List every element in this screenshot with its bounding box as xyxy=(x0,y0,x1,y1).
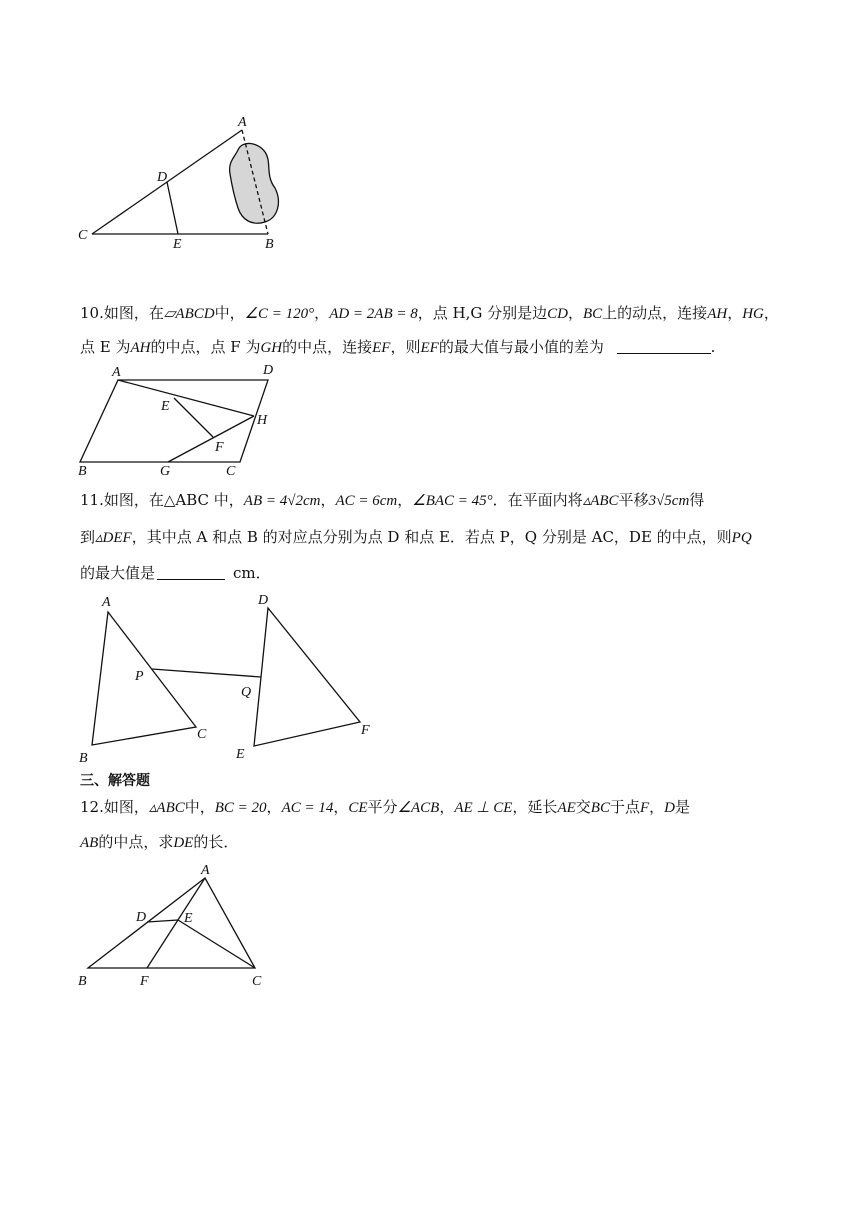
figure-9 xyxy=(70,110,300,255)
label-b: B xyxy=(78,974,87,989)
label-c: C xyxy=(197,727,207,742)
triangle-abc xyxy=(88,878,255,968)
section-header: 三、解答题 xyxy=(80,773,150,789)
parallelogram-abcd xyxy=(80,380,268,462)
label-d: D xyxy=(136,910,147,925)
label-e: E xyxy=(173,237,182,252)
label-a: A xyxy=(238,115,247,130)
segment-af xyxy=(147,878,205,968)
answer-blank xyxy=(157,565,225,580)
figure-10 xyxy=(70,360,290,480)
label-a: A xyxy=(112,365,121,380)
label-g: G xyxy=(160,464,171,479)
label-d: D xyxy=(263,363,274,378)
segment-hg xyxy=(168,416,254,462)
q12-line2: AB的中点，求DE的长． xyxy=(80,833,239,851)
label-c: C xyxy=(226,464,236,479)
label-e: E xyxy=(184,911,193,926)
label-d: D xyxy=(157,170,168,185)
label-b: B xyxy=(78,464,87,479)
label-a: A xyxy=(102,595,111,610)
label-q: Q xyxy=(241,685,252,700)
label-f: F xyxy=(215,440,224,455)
label-c: C xyxy=(252,974,262,989)
q10-line1: 10.如图，在▱ABCD中，∠C = 120°，AD = 2AB = 8，点 H,G 分别是边CD，BC上的动点，连接AH，HG， xyxy=(80,304,779,322)
segment-pq xyxy=(152,669,261,677)
label-f: F xyxy=(140,974,149,989)
label-a: A xyxy=(201,863,210,878)
label-d: D xyxy=(258,593,269,608)
figure-11 xyxy=(70,590,390,770)
figure-12 xyxy=(70,860,280,990)
q12-line1: 12.如图，▵ABC中，BC = 20，AC = 14，CE平分∠ACB，AE ⊥ CE，延长AE交BC于点F，D是 xyxy=(80,798,691,816)
segment-de xyxy=(167,182,178,234)
answer-blank xyxy=(617,339,711,354)
q11-line3: 的最大值是 cm． xyxy=(80,564,271,582)
label-e: E xyxy=(236,747,245,762)
label-p: P xyxy=(135,669,144,684)
label-h: H xyxy=(257,413,268,428)
triangle-def xyxy=(254,608,360,746)
triangle-abc xyxy=(92,612,196,745)
label-b: B xyxy=(79,751,88,766)
obstacle-blob xyxy=(230,143,279,223)
label-e: E xyxy=(161,399,170,414)
q10-line2: 点 E 为AH的中点，点 F 为GH的中点，连接EF，则EF的最大值与最小值的差为 . xyxy=(80,338,716,356)
q11-line1: 11.如图，在△ABC 中，AB = 4√2cm，AC = 6cm，∠BAC = 45°．在平面内将▵ABC平移3√5cm得 xyxy=(80,491,705,509)
segment-ce xyxy=(178,920,255,968)
label-f: F xyxy=(361,723,370,738)
segment-de xyxy=(147,920,178,922)
label-c: C xyxy=(78,228,88,243)
label-b: B xyxy=(265,237,274,252)
q11-line2: 到▵DEF，其中点 A 和点 B 的对应点分别为点 D 和点 E．若点 P，Q 分别是 AC，DE 的中点，则PQ xyxy=(80,528,752,546)
